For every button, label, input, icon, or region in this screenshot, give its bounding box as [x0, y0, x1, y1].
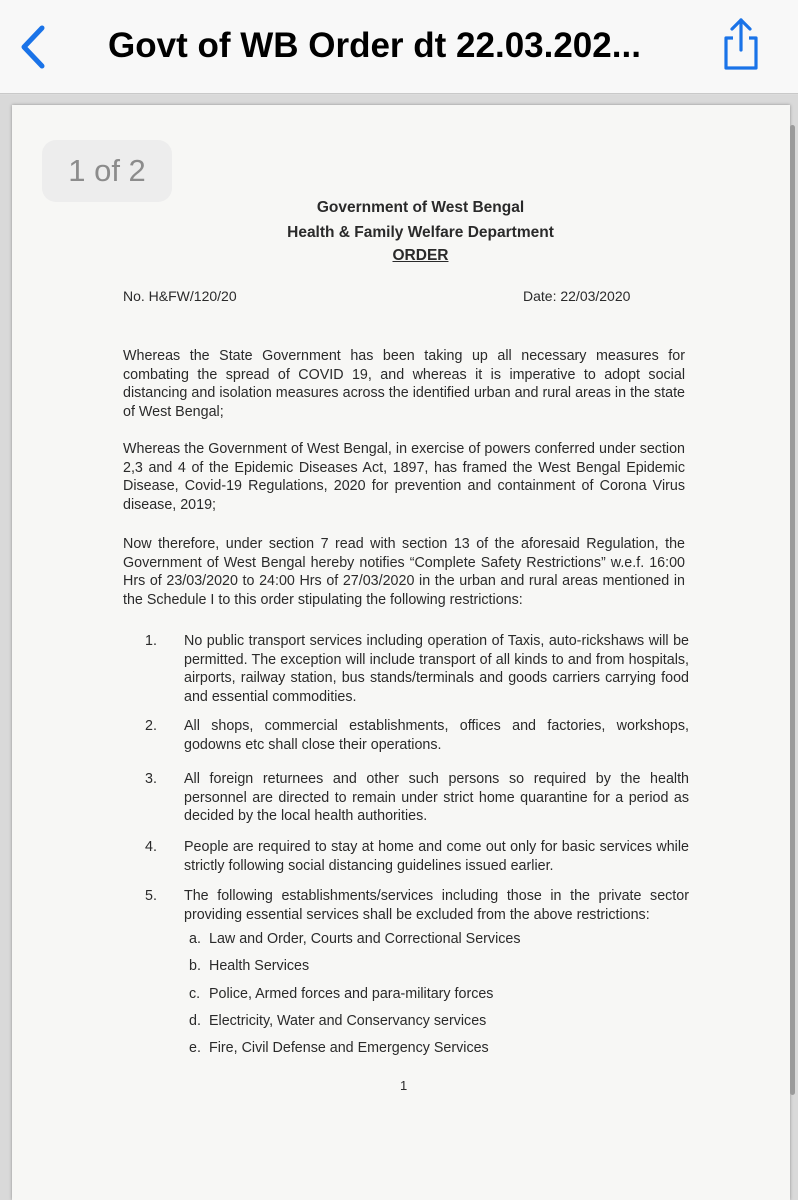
navigation-bar	[0, 0, 798, 94]
paragraph-3: Now therefore, under section 7 read with section 13 of the aforesaid Regulation, the Government of West Bengal hereby notifies “Complete Safety Restrictions” w.e.f. 16:00 Hrs of 23/03/2020 to 24:00 Hrs of 27/03/2020 in the urban and rural areas mentioned in the Schedule I to this order stipulating the following restrictions:	[123, 536, 685, 608]
sub-list-letter: a.	[189, 931, 201, 947]
order-date: Date: 22/03/2020	[523, 288, 631, 304]
sub-list-text: Police, Armed forces and para-military forces	[209, 986, 494, 1002]
back-button[interactable]	[14, 24, 54, 70]
list-item-text: People are required to stay at home and come out only for basic services while strictly following social distancing guidelines issued earlier.	[184, 839, 689, 874]
list-item-text: No public transport services including operation of Taxis, auto-rickshaws will be permitted. The exception will include transport of all kinds to and from hospitals, airports, railway station, bus stands/terminals and goods carriers carrying food and essential commodities.	[184, 633, 689, 705]
header-order: ORDER	[392, 247, 449, 264]
header-government: Government of West Bengal	[316, 199, 525, 216]
reference-line	[123, 287, 643, 306]
list-item-number: 4.	[145, 839, 157, 855]
page-indicator: 1 of 2	[42, 140, 172, 202]
list-item-number: 5.	[145, 888, 157, 904]
share-button[interactable]	[718, 16, 764, 72]
list-item-number: 1.	[145, 633, 157, 649]
document-title: Govt of WB Order dt 22.03.202...	[108, 26, 641, 65]
header-department: Health & Family Welfare Department	[287, 224, 554, 241]
page-number: 1	[400, 1078, 408, 1093]
order-number: No. H&FW/120/20	[123, 288, 237, 304]
list-item-number: 3.	[145, 771, 157, 787]
sub-list-text: Electricity, Water and Conservancy services	[209, 1013, 487, 1029]
sub-list-letter: b.	[189, 958, 201, 974]
sub-list-letter: d.	[189, 1013, 201, 1029]
scrollbar[interactable]	[790, 125, 795, 1095]
paragraph-1: Whereas the State Government has been taking up all necessary measures for combating the spread of COVID 19, and whereas it is imperative to adopt social distancing and isolation measures across the identified urban and rural areas in the state of West Bengal;	[123, 348, 685, 420]
list-item-text: The following establishments/services including those in the private sector providing essential services shall be excluded from the above restrictions:	[184, 888, 689, 923]
sub-list-text: Law and Order, Courts and Correctional Services	[209, 931, 521, 947]
chevron-left-icon	[14, 24, 54, 70]
sub-list-text: Health Services	[209, 958, 310, 974]
sub-list-letter: c.	[189, 986, 201, 1002]
list-item-text: All shops, commercial establishments, offices and factories, workshops, godowns etc shall close their operations.	[184, 718, 689, 753]
paragraph-2: Whereas the Government of West Bengal, in exercise of powers conferred under section 2,3 and 4 of the Epidemic Diseases Act, 1897, has framed the West Bengal Epidemic Disease, Covid-19 Regulations, 2020 for prevention and containment of Corona Virus disease, 2019;	[123, 441, 685, 513]
share-icon	[718, 16, 764, 72]
sub-list-text: Fire, Civil Defense and Emergency Services	[209, 1040, 489, 1056]
list-item-text: All foreign returnees and other such persons so required by the health personnel are directed to remain under strict home quarantine for a period as decided by the local health authorities.	[184, 771, 689, 825]
document-content	[118, 195, 689, 1093]
list-item-number: 2.	[145, 718, 157, 734]
sub-list-letter: e.	[189, 1040, 201, 1056]
